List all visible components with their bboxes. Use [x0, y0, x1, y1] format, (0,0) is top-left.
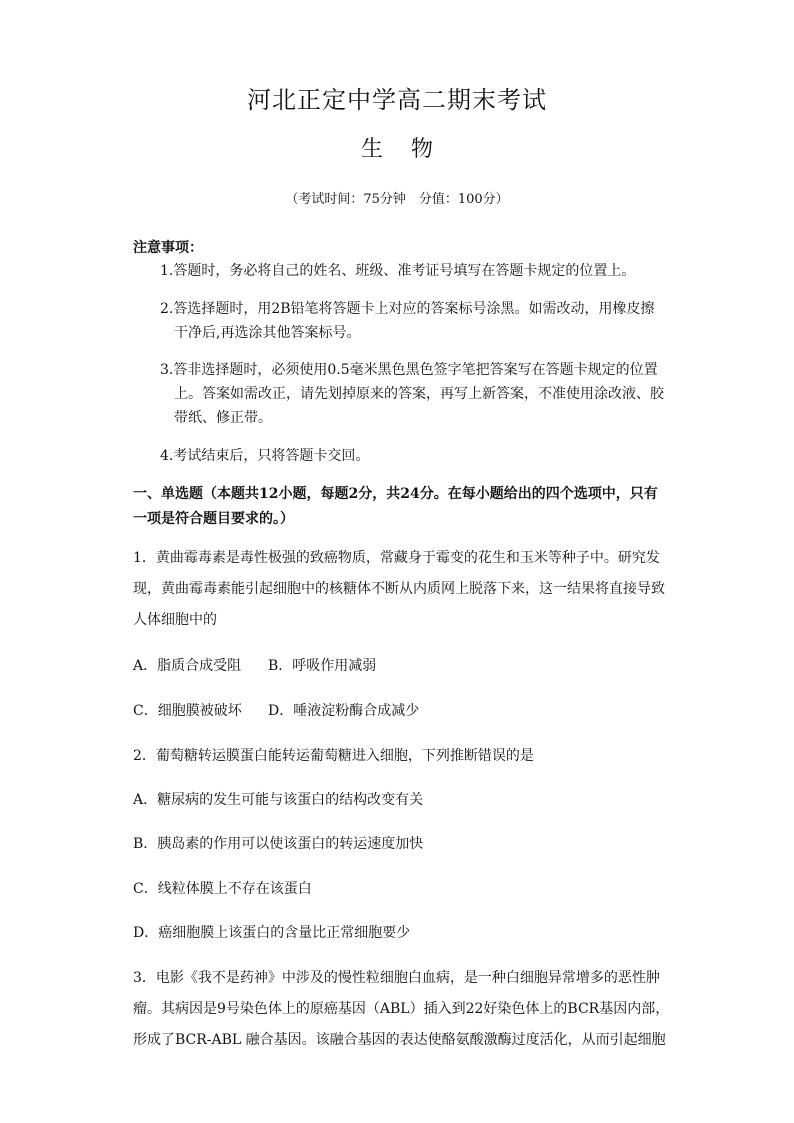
- subject-char: 物: [411, 137, 434, 162]
- option-b: B．呼吸作用减弱: [268, 658, 377, 674]
- question-stem: 2．葡萄糖转运膜蛋白能转运葡萄糖进入细胞，下列推断错误的是: [133, 748, 534, 764]
- question-stem: 1．黄曲霉毒素是毒性极强的致癌物质，常藏身于霉变的花生和玉米等种子中。研究发: [133, 550, 660, 566]
- subject-char: 生: [360, 137, 383, 162]
- question-stem: 人体细胞中的: [133, 612, 217, 628]
- notice-item: 4.考试结束后，只将答题卡交回。: [160, 448, 370, 464]
- notice-item-continuation: 上。答案如需改正，请先划掉原来的答案，再写上新答案，不准使用涂改液、胶: [174, 386, 664, 402]
- question-stem: 现，黄曲霉毒素能引起细胞中的核糖体不断从内质网上脱落下来，这一结果将直接导致: [133, 581, 665, 597]
- notice-heading: 注意事项：: [133, 240, 203, 256]
- question-stem: 3．电影《我不是药神》中涉及的慢性粒细胞白血病，是一种白细胞异常增多的恶性肿: [133, 970, 660, 986]
- notice-item: 3.答非选择题时，必须使用0.5毫米黑色黑色签字笔把答案写在答题卡规定的位置: [160, 362, 658, 378]
- section-heading: 一、单选题（本题共12小题，每题2分，共24分。在每小题给出的四个选项中，只有: [133, 486, 658, 502]
- option-d: D．癌细胞膜上该蛋白的含量比正常细胞要少: [133, 925, 411, 941]
- notice-item: 2.答选择题时，用2B铅笔将答题卡上对应的答案标号涂黑。如需改动，用橡皮擦: [160, 301, 655, 317]
- exam-info: （考试时间：75分钟 分值：100分）: [285, 192, 509, 207]
- section-heading-continuation: 一项是符合题目要求的。）: [133, 511, 294, 527]
- option-c: C．细胞膜被破坏: [133, 703, 242, 719]
- option-d: D．唾液淀粉酶合成减少: [268, 703, 420, 719]
- subject-title: [0, 132, 794, 163]
- question-stem: 瘤。其病因是9号染色体上的原癌基因（ABL）插入到22好染色体上的BCR基因内部，: [133, 1001, 670, 1017]
- option-b: B．胰岛素的作用可以使该蛋白的转运速度加快: [133, 836, 424, 852]
- option-c: C．线粒体膜上不存在该蛋白: [133, 881, 312, 897]
- notice-item-continuation: 干净后,再选涂其他答案标号。: [174, 325, 361, 341]
- question-stem: 形成了BCR-ABL 融合基因。该融合基因的表达使酪氨酸激酶过度活化，从而引起细胞: [133, 1032, 666, 1048]
- document-title: 河北正定中学高二期末考试: [247, 86, 547, 114]
- option-a: A．脂质合成受阻: [133, 658, 242, 674]
- notice-item: 1.答题时，务必将自己的姓名、班级、准考证号填写在答题卡规定的位置上。: [160, 263, 636, 279]
- notice-item-continuation: 带纸、修正带。: [174, 410, 272, 426]
- option-a: A．糖尿病的发生可能与该蛋白的结构改变有关: [133, 792, 424, 808]
